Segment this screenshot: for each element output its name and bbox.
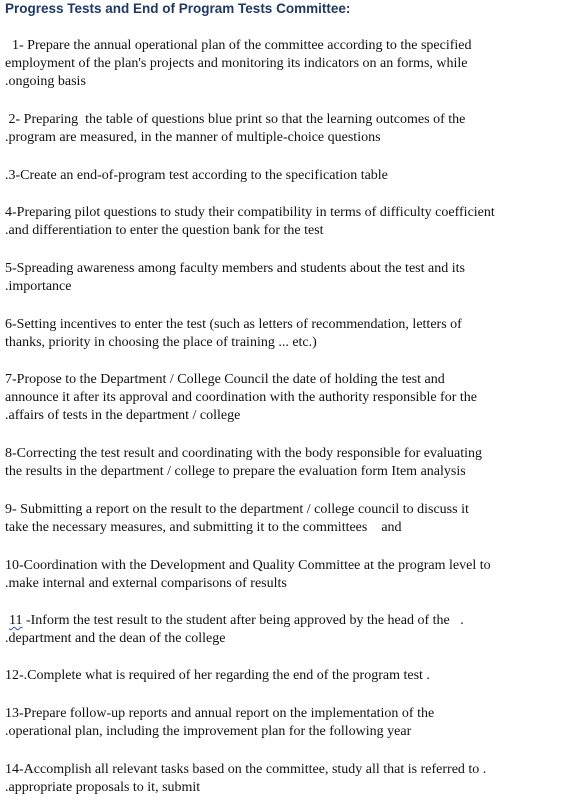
task-item-line: the results in the department / college to prepare the evaluation form Item analysis (5, 464, 466, 479)
task-item-line: .affairs of tests in the department / college (5, 408, 241, 423)
task-item-line: 8-Correcting the test result and coordinating with the body responsible for evaluating (5, 446, 483, 461)
task-item-5 (5, 260, 571, 296)
task-item-line: .and differentiation to enter the question bank for the test (5, 223, 324, 238)
task-item-line: .3-Create an end-of-program test according to the specification table (5, 168, 388, 183)
task-item-2 (5, 111, 571, 147)
task-item-line: thanks, priority in choosing the place of training ... etc.) (5, 335, 317, 350)
task-item-line: 9- Submitting a report on the result to the department / college council to discuss it (5, 502, 469, 517)
task-item-line: 13-Prepare follow-up reports and annual report on the implementation of the (5, 706, 435, 721)
spellcheck-marked-number: 11 (9, 613, 23, 628)
task-item-line: .importance (5, 279, 72, 294)
task-item-line: 7-Propose to the Department / College Council the date of holding the test and (5, 372, 445, 387)
task-item-line: announce it after its approval and coordination with the authority responsible for the (5, 390, 477, 405)
task-item-4 (5, 204, 571, 240)
task-item-9 (5, 501, 571, 537)
task-item-10 (5, 557, 571, 593)
task-item-line: .operational plan, including the improvement plan for the following year (5, 724, 412, 739)
task-item-8 (5, 445, 571, 481)
task-item-line: .make internal and external comparisons of results (5, 576, 287, 591)
section-heading: Progress Tests and End of Program Tests Committee: (5, 1, 351, 16)
task-item-line: take the necessary measures, and submitting it to the committees and (5, 520, 402, 535)
task-item-line: .program are measured, in the manner of multiple-choice questions (5, 130, 381, 145)
task-item-line: employment of the plan's projects and monitoring its indicators on an forms, while (5, 56, 468, 71)
task-item-line: 10-Coordination with the Development and Quality Committee at the program level to (5, 558, 491, 573)
task-item-7 (5, 371, 571, 425)
task-item-1 (5, 37, 571, 91)
task-item-line: .ongoing basis (5, 74, 86, 89)
task-item-line: 5-Spreading awareness among faculty members and students about the test and its (5, 261, 465, 276)
task-item-line: 14-Accomplish all relevant tasks based on the committee, study all that is referred to . (5, 762, 487, 777)
task-item-12 (5, 667, 571, 685)
task-item-line (5, 612, 571, 630)
task-item-14 (5, 761, 571, 797)
task-item-line: .appropriate proposals to it, submit (5, 780, 201, 795)
task-item-11 (5, 612, 571, 648)
task-item-6 (5, 316, 571, 352)
task-item-line: 12-.Complete what is required of her regarding the end of the program test . (5, 668, 430, 683)
task-item-line: 2- Preparing the table of questions blue print so that the learning outcomes of the (5, 112, 466, 127)
task-item-line: 1- Prepare the annual operational plan of the committee according to the specified (5, 38, 472, 53)
task-item-line-text: -Inform the test result to the student after being approved by the head of the . (22, 613, 464, 628)
task-item-line: 6-Setting incentives to enter the test (such as letters of recommendation, letters of (5, 317, 462, 332)
task-item-line: 4-Preparing pilot questions to study their compatibility in terms of difficulty coefficient (5, 205, 495, 220)
task-item-line: .department and the dean of the college (5, 631, 226, 646)
task-item-3 (5, 167, 571, 185)
task-item-13 (5, 705, 571, 741)
